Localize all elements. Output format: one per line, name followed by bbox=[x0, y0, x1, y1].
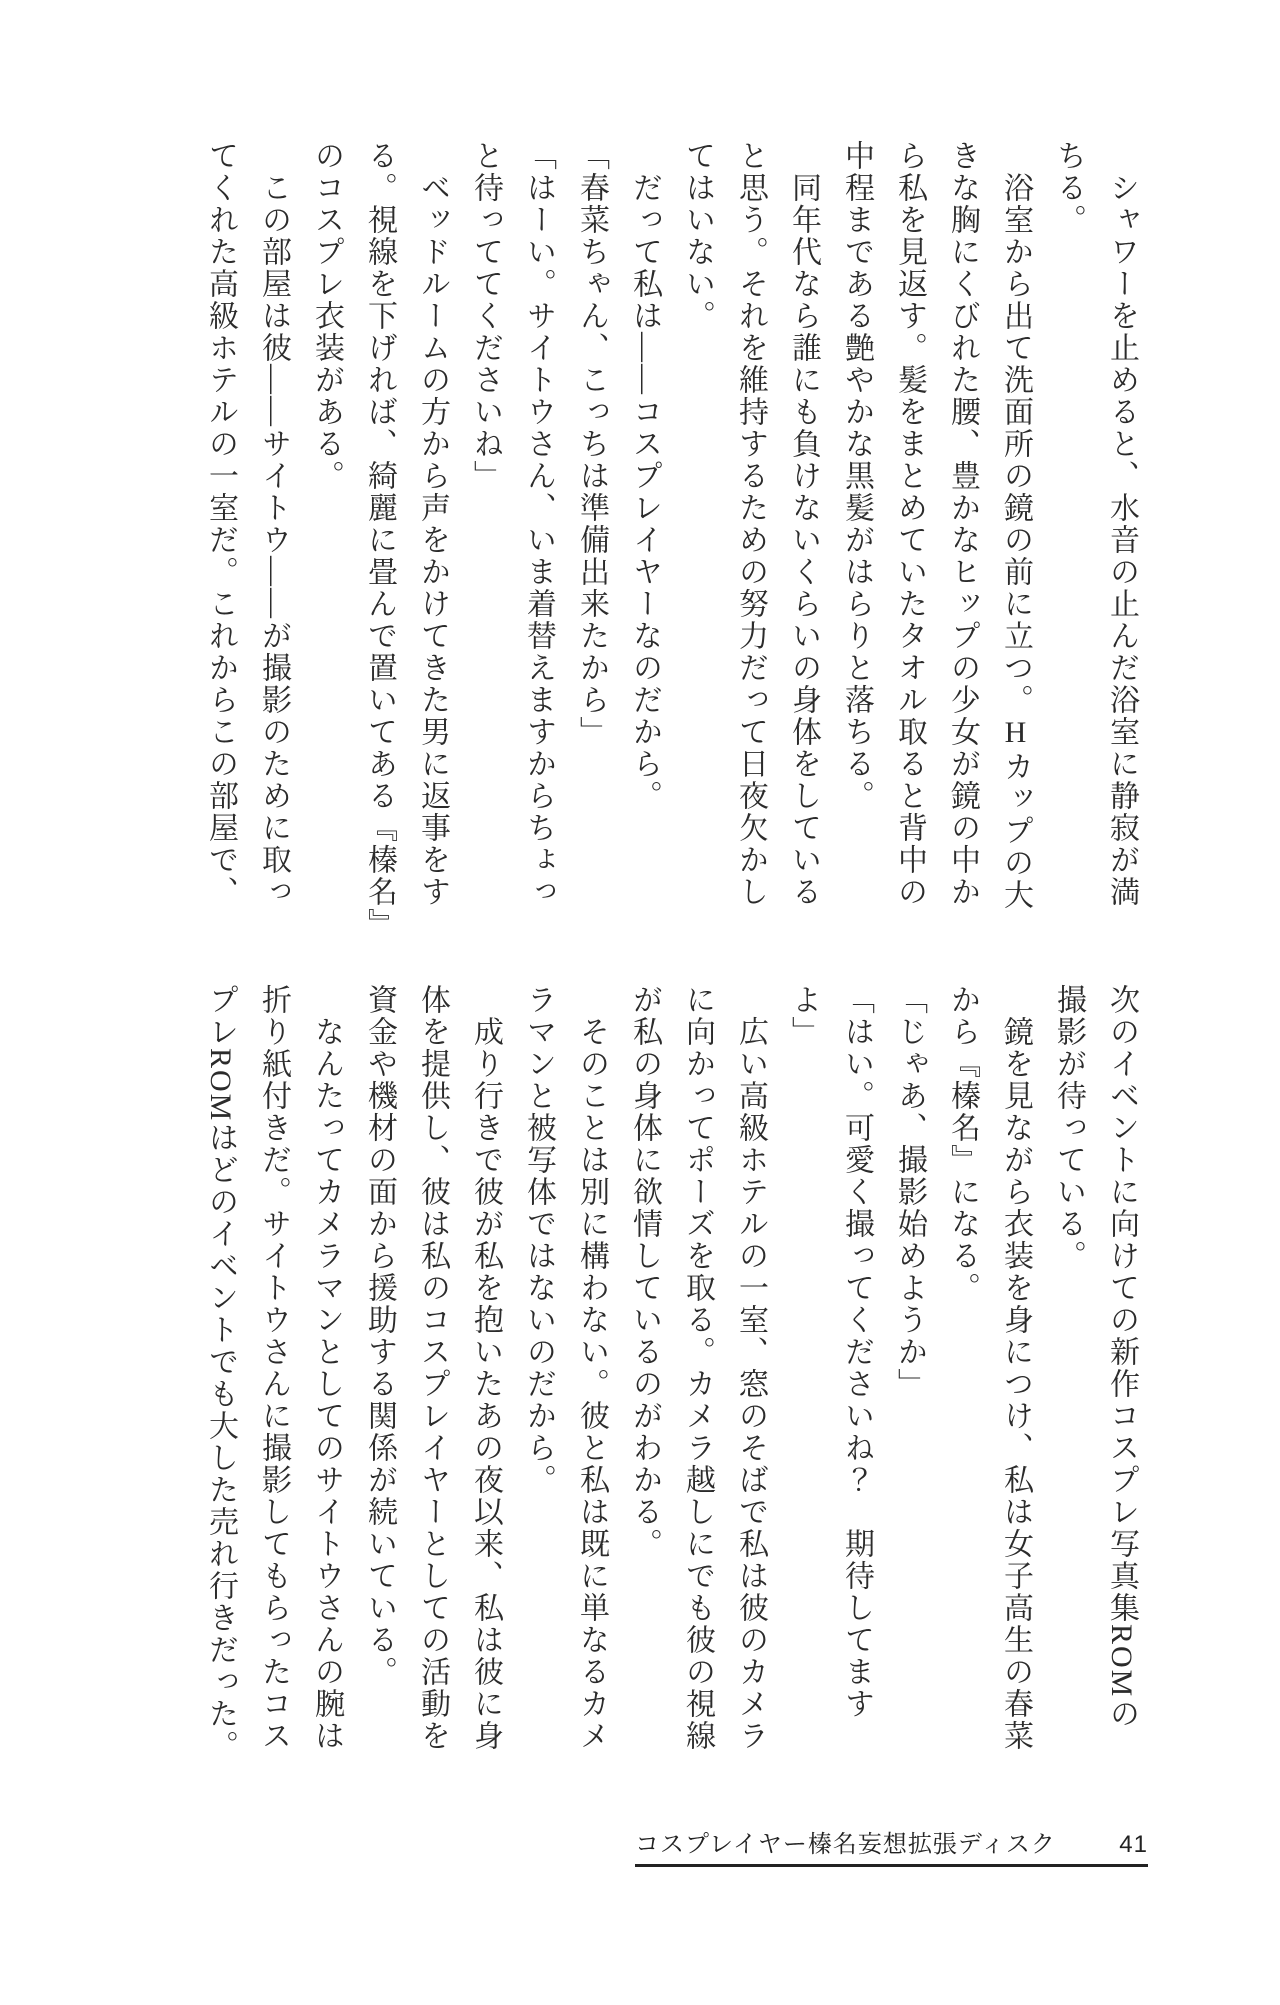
text-line: 「じゃあ、撮影始めようか」 bbox=[893, 984, 926, 1400]
text-line: ベッドルームの方から声をかけてきた男に返事をす bbox=[416, 172, 449, 908]
text-line: ラマンと被写体ではないのだから。 bbox=[522, 984, 555, 1496]
text-line: プレROMはどのイベントでも大した売れ行きだった。 bbox=[204, 984, 237, 1763]
text-line: この部屋は彼――サイトウ――が撮影のために取っ bbox=[257, 172, 290, 908]
text-line: が私の身体に欲情しているのがわかる。 bbox=[628, 984, 661, 1560]
text-line: 広い高級ホテルの一室、窓のそばで私は彼のカメラ bbox=[734, 1016, 767, 1752]
text-line: と思う。それを維持するための努力だって日夜欠かし bbox=[734, 140, 767, 908]
text-line: から『榛名』になる。 bbox=[946, 984, 979, 1304]
text-line: 次のイベントに向けての新作コスプレ写真集ROMの bbox=[1105, 984, 1138, 1731]
text-line: きな胸にくびれた腰、豊かなヒップの少女が鏡の中か bbox=[946, 140, 979, 908]
upright-latin: H bbox=[999, 716, 1032, 751]
text-line: てはいない。 bbox=[681, 140, 714, 332]
text-line: シャワーを止めると、水音の止んだ浴室に静寂が満 bbox=[1105, 172, 1138, 908]
text-line: と待っててくださいね」 bbox=[469, 140, 502, 492]
text-line: のコスプレ衣装がある。 bbox=[310, 140, 343, 492]
text-line: 同年代なら誰にも負けないくらいの身体をしている bbox=[787, 172, 820, 908]
footer-title: コスプレイヤー榛名妄想拡張ディスク bbox=[635, 1831, 1056, 1858]
text-line: そのことは別に構わない。彼と私は既に単なるカメ bbox=[575, 1016, 608, 1752]
text-line: 体を提供し、彼は私のコスプレイヤーとしての活動を bbox=[416, 984, 449, 1752]
text-line: 成り行きで彼が私を抱いたあの夜以来、私は彼に身 bbox=[469, 1016, 502, 1752]
text-line: に向かってポーズを取る。カメラ越しにでも彼の視線 bbox=[681, 984, 714, 1752]
text-line: ちる。 bbox=[1052, 140, 1085, 236]
text-line: ら私を見返す。髪をまとめていたタオル取ると背中の bbox=[893, 140, 926, 908]
page-footer bbox=[635, 1824, 1148, 1867]
bottom-text-block bbox=[194, 984, 1148, 1799]
text-line: だって私は――コスプレイヤーなのだから。 bbox=[628, 172, 661, 812]
text-line: 浴室から出て洗面所の鏡の前に立つ。Hカップの大 bbox=[999, 172, 1032, 911]
text-line: 中程まである艶やかな黒髪がはらりと落ちる。 bbox=[840, 140, 873, 812]
text-line: よ」 bbox=[787, 984, 820, 1048]
text-line: 「はい。可愛く撮ってくださいね？ 期待してます bbox=[840, 984, 873, 1720]
text-line: 鏡を見ながら衣装を身につけ、私は女子高生の春菜 bbox=[999, 1016, 1032, 1752]
footer-page-number: 41 bbox=[1119, 1831, 1148, 1858]
text-line: 「はーい。サイトウさん、いま着替えますからちょっ bbox=[522, 140, 555, 908]
text-line: なんたってカメラマンとしてのサイトウさんの腕は bbox=[310, 1016, 343, 1752]
text-line: てくれた高級ホテルの一室だ。これからこの部屋で、 bbox=[204, 140, 237, 908]
text-line: る。視線を下げれば、綺麗に畳んで置いてある『榛名』 bbox=[363, 140, 396, 940]
text-line: 資金や機材の面から援助する関係が続いている。 bbox=[363, 984, 396, 1688]
text-line: 「春菜ちゃん、こっちは準備出来たから」 bbox=[575, 140, 608, 748]
top-text-block bbox=[194, 140, 1148, 955]
text-line: 折り紙付きだ。サイトウさんに撮影してもらったコス bbox=[257, 984, 290, 1752]
text-line: 撮影が待っている。 bbox=[1052, 984, 1085, 1272]
